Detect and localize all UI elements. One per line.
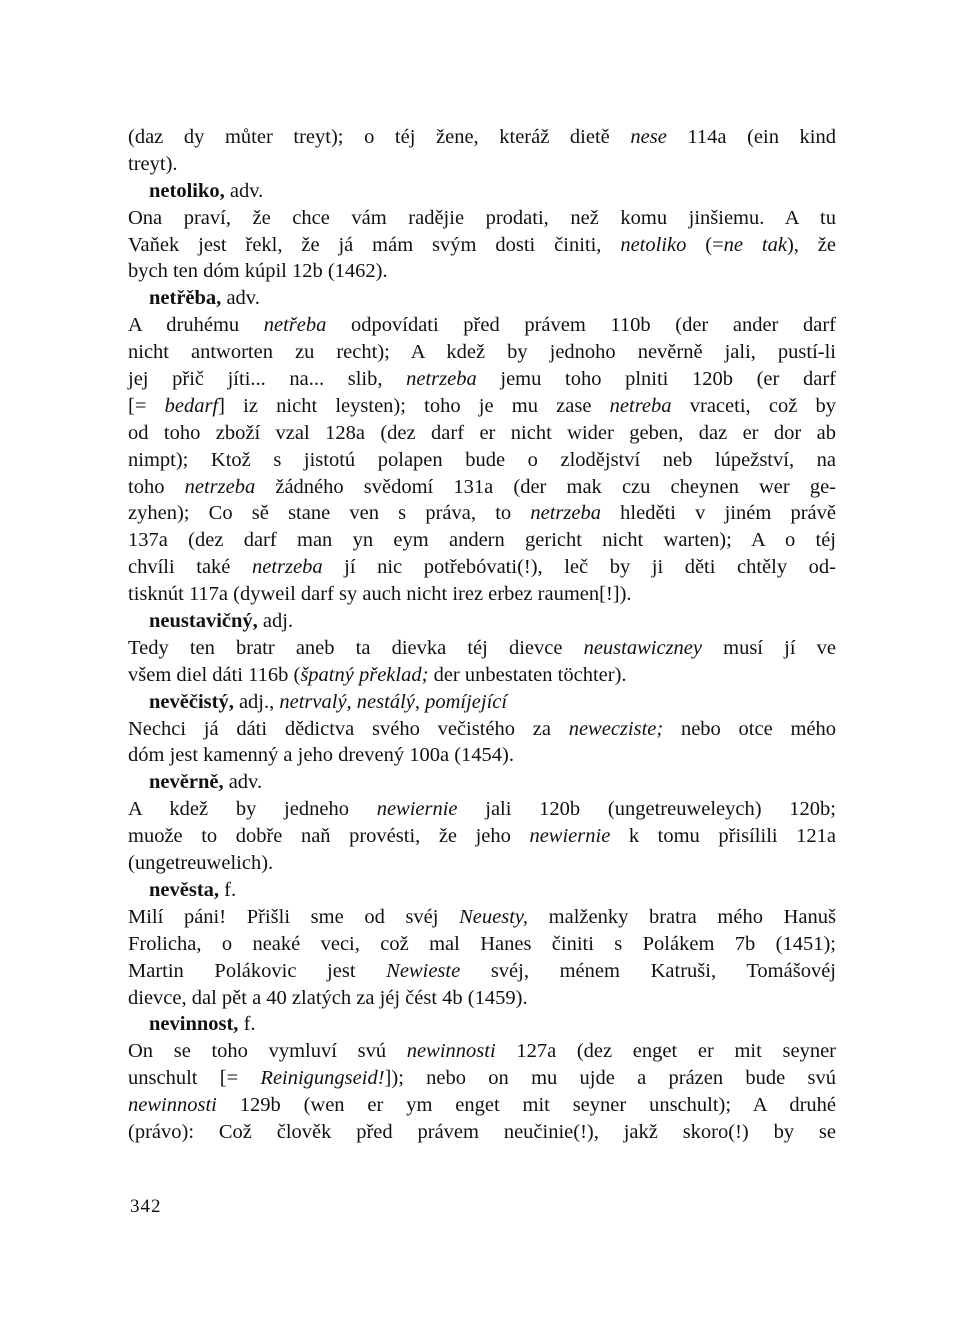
text-segment: jemu toho plniti 120b (er darf — [476, 368, 836, 391]
text-line — [128, 447, 836, 474]
entry-headword-line — [128, 1011, 836, 1038]
text-line — [128, 312, 836, 339]
text-segment: (právo): Což člověk před právem neučinie(!), jakž skoro(!) by se — [128, 1120, 836, 1143]
text-segment: adj., — [233, 690, 280, 713]
headword: neustavičný, — [149, 610, 258, 633]
text-segment: 129b (wen er ym enget mit seyner unschult); A druhé — [216, 1094, 836, 1117]
text-line — [128, 554, 836, 581]
entry-headword-line — [128, 178, 836, 205]
text-segment: Nechci já dáti dědictva svého večistého za — [128, 717, 569, 740]
text-segment: chvíli také — [128, 556, 252, 579]
headword: nevinnost, — [149, 1013, 239, 1036]
text-segment: adv. — [224, 179, 264, 202]
text-line — [128, 500, 836, 527]
text-line — [128, 985, 836, 1012]
text-segment: všem diel dáti 116b ( — [128, 663, 301, 686]
entry-headword-line — [128, 689, 836, 716]
text-segment: 114a (ein kind — [666, 126, 837, 148]
italic-term: netrzeba — [406, 368, 477, 391]
italic-term: newinnosti — [128, 1094, 217, 1117]
text-line — [128, 850, 836, 877]
entry-headword-line — [128, 769, 836, 796]
italic-term: nese — [630, 126, 667, 148]
text-segment: ), že — [786, 233, 836, 256]
text-segment: adv. — [221, 287, 260, 310]
text-segment: dievce, dal pět a 40 zlatých za jéj čést 4b (1459). — [128, 986, 528, 1009]
italic-term: neustawiczney — [583, 636, 702, 659]
text-line — [128, 339, 836, 366]
headword: netřěba, — [149, 287, 222, 310]
italic-term: netoliko — [620, 233, 687, 256]
text-segment: malženky bratra mého Hanuš — [528, 905, 836, 928]
text-segment: k tomu přisílili 121a — [610, 825, 837, 848]
text-line — [128, 1119, 836, 1146]
text-line — [128, 232, 836, 259]
headword: nevěčistý, — [149, 690, 234, 713]
text-segment: od toho zboží vzal 128a (dez darf er nicht wider geben, daz er dor ab — [128, 421, 836, 444]
text-segment: muože to dobře naň provésti, že jeho — [128, 825, 530, 848]
text-segment: odpovídati před právem 110b (der ander darf — [326, 314, 836, 337]
text-segment: nicht antworten zu recht); A kdež by jednoho nevěrně jali, pustí-li — [128, 341, 836, 364]
text-line — [128, 581, 836, 608]
text-segment: On se toho vymluví svú — [128, 1040, 407, 1063]
text-segment: A kdež by jedneho — [128, 798, 377, 821]
text-line — [128, 823, 836, 850]
text-segment: jali 120b (ungetreuweleych) 120b; — [457, 798, 836, 821]
italic-term: newecziste; — [568, 717, 664, 740]
text-segment: (= — [686, 233, 724, 256]
text-segment: unschult [= — [128, 1067, 261, 1090]
text-segment: dóm jest kamenný a jeho drevený 100a (1454). — [128, 744, 514, 767]
italic-term: newinnosti — [406, 1040, 496, 1063]
text-segment: bych ten dóm kúpil 12b (1462). — [128, 260, 388, 283]
text-segment: nebo otce mého — [663, 717, 836, 740]
text-line — [128, 124, 836, 151]
text-line — [128, 904, 836, 931]
italic-term: Neuesty, — [459, 905, 529, 928]
italic-term: netreba — [609, 394, 672, 417]
text-segment: toho — [128, 475, 185, 498]
text-line — [128, 662, 836, 689]
text-segment: ]); nebo on mu ujde a prázen bude svú — [384, 1067, 836, 1090]
italic-term: bedarf — [164, 394, 219, 417]
text-segment: tisknút 117a (dyweil darf sy auch nicht irez erbez raumen[!]). — [128, 583, 632, 606]
entry-headword-line — [128, 877, 836, 904]
text-segment: jej přič jíti... na... slib, — [128, 368, 407, 391]
text-segment: Milí páni! Přišli sme od svéj — [128, 905, 460, 928]
text-line — [128, 420, 836, 447]
italic-term: newiernie — [529, 825, 611, 848]
text-line — [128, 393, 836, 420]
italic-term: netrzeba — [530, 502, 601, 525]
text-line — [128, 474, 836, 501]
text-line — [128, 205, 836, 232]
italic-term: Reinigungseid! — [260, 1067, 385, 1090]
text-segment: A druhému — [128, 314, 264, 337]
text-line — [128, 527, 836, 554]
italic-term: netrzeba — [184, 475, 256, 498]
text-line — [128, 1065, 836, 1092]
text-segment: Martin Polákovic jest — [128, 959, 387, 982]
page-number: 342 — [130, 1196, 162, 1217]
text-segment: vraceti, což by — [671, 394, 836, 417]
text-segment: der unbestaten töchter). — [428, 663, 627, 686]
text-segment: f. — [238, 1013, 256, 1036]
text-segment: svéj, ménem Katruši, Tomášovéj — [460, 959, 836, 982]
text-segment: Vaňek jest řekl, že já mám svým dosti činiti, — [128, 233, 621, 256]
text-line — [128, 258, 836, 285]
text-segment: treyt). — [128, 152, 178, 175]
text-line — [128, 635, 836, 662]
text-segment: nimpt); Ktož s jistotú polapen bude o zlodějství neb lúpežství, na — [128, 448, 836, 471]
text-segment: musí jí ve — [702, 636, 836, 659]
text-line — [128, 1038, 836, 1065]
text-segment: hleděti v jiném právě — [600, 502, 837, 525]
headword: nevěrně, — [149, 771, 224, 794]
text-segment: žádného svědomí 131a (der mak czu cheynen wer ge- — [255, 475, 837, 498]
text-line — [128, 1092, 836, 1119]
text-line — [128, 151, 836, 178]
entry-headword-line — [128, 285, 836, 312]
text-segment: Tedy ten bratr aneb ta dievka téj dievce — [128, 636, 584, 659]
headword: netoliko, — [149, 179, 225, 202]
text-segment: (ungetreuwelich). — [128, 852, 274, 875]
text-segment: Ona praví, že chce vám radějie prodati, než komu jinšiemu. A tu — [128, 206, 836, 229]
text-segment: f. — [219, 878, 237, 901]
text-segment: jí nic potřebóvati(!), leč by ji děti chtěly od- — [322, 556, 836, 579]
italic-term: netřeba — [263, 314, 327, 337]
italic-term: ne tak — [723, 233, 787, 256]
text-segment: adv. — [223, 771, 263, 794]
page-body — [128, 124, 836, 1146]
text-line — [128, 958, 836, 985]
text-segment: (daz dy můter treyt); o téj žene, kteráž dietě — [128, 126, 631, 148]
text-line — [128, 796, 836, 823]
text-line — [128, 742, 836, 769]
text-segment: 127a (dez enget er mit seyner — [495, 1040, 836, 1063]
text-segment: zyhen); Co sě stane ven s práva, to — [128, 502, 531, 525]
entry-headword-line — [128, 608, 836, 635]
text-line — [128, 931, 836, 958]
italic-term: netrvalý, nestálý, pomíjející — [279, 690, 508, 713]
text-segment: adj. — [257, 610, 294, 633]
text-segment: 137a (dez darf man yn eym andern gericht nicht warten); A o téj — [128, 529, 836, 552]
text-segment: [= — [128, 394, 165, 417]
italic-term: netrzeba — [251, 556, 323, 579]
headword: nevěsta, — [149, 878, 220, 901]
text-segment: ] iz nicht leysten); toho je mu zase — [218, 394, 610, 417]
text-segment: Frolicha, o neaké veci, což mal Hanes činiti s Polákem 7b (1451); — [128, 932, 836, 955]
italic-term: newiernie — [376, 798, 458, 821]
italic-term: Newieste — [386, 959, 461, 982]
text-line — [128, 716, 836, 743]
text-line — [128, 366, 836, 393]
italic-term: špatný překlad; — [300, 663, 429, 686]
